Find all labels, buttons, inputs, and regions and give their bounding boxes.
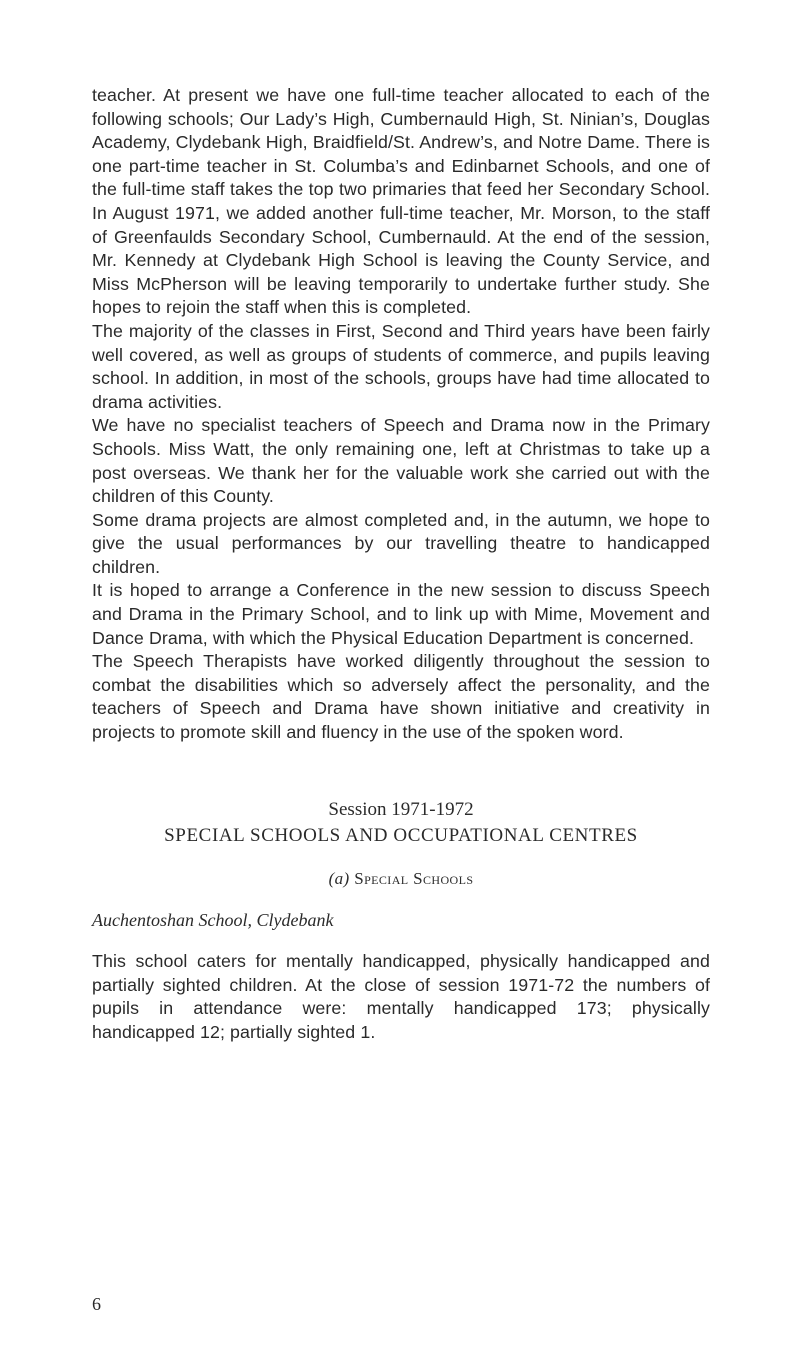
paragraph-1: teacher. At present we have one full-time teacher allocated to each of the following schools; Our Lady’s High, Cumbernauld High, St. Ninian’s, Douglas Academy, Clydebank High, Braidfield/St. Andrew’s, and Notre Dame. There is one part-time teacher in St. Columba’s and Edinbarnet Schools, and one of the full-time staff takes the top two primaries that feed her Secondary School. In August 1971, we added another full-time teacher, Mr. Morson, to the staff of Greenfaulds Secondary School, Cumbernauld. At the end of the session, Mr. Kennedy at Clydebank High School is leaving the County Service, and Miss McPherson will be leaving temporarily to undertake further study. She hopes to rejoin the staff when this is completed. [92, 85, 710, 318]
session-heading: Session 1971-1972 [328, 798, 474, 820]
document-page [92, 84, 710, 1045]
school-title: Auchentoshan School, Clydebank [92, 909, 334, 930]
paragraph-3: We have no specialist teachers of Speech and Drama now in the Primary Schools. Miss Watt, the only remaining one, left at Christmas to take up a post overseas. We thank her for the valuable work she carried out with the children of this County. [92, 415, 710, 507]
paragraph-4: Some drama projects are almost completed and, in the autumn, we hope to give the usual performances by our travelling theatre to handicapped children. [92, 509, 710, 577]
subsection-title: Special Schools [349, 868, 474, 888]
page-number: 6 [92, 1294, 101, 1314]
subsection-heading [92, 867, 710, 891]
paragraph-5: It is hoped to arrange a Conference in the new session to discuss Speech and Drama in the Primary School, and to link up with Mime, Movement and Dance Drama, with which the Physical Education Department is concerned. [92, 580, 710, 648]
paragraph-6: The Speech Therapists have worked diligently throughout the session to combat the disabilities which so adversely affect the personality, and the teachers of Speech and Drama have shown initiative and creativity in projects to promote skill and fluency in the use of the spoken word. [92, 651, 710, 743]
section-heading: SPECIAL SCHOOLS AND OCCUPATIONAL CENTRES [164, 824, 638, 846]
subsection-letter: (a) [328, 868, 350, 888]
school-paragraph: This school caters for mentally handicapped, physically handicapped and partially sighted children. At the close of session 1971-72 the numbers of pupils in attendance were: mentally handicapped 173; physically handicapped 12; partially sighted 1. [92, 951, 710, 1042]
paragraph-2: The majority of the classes in First, Second and Third years have been fairly well covered, as well as groups of students of commerce, and pupils leaving school. In addition, in most of the schools, groups have had time allocated to drama activities. [92, 320, 710, 412]
